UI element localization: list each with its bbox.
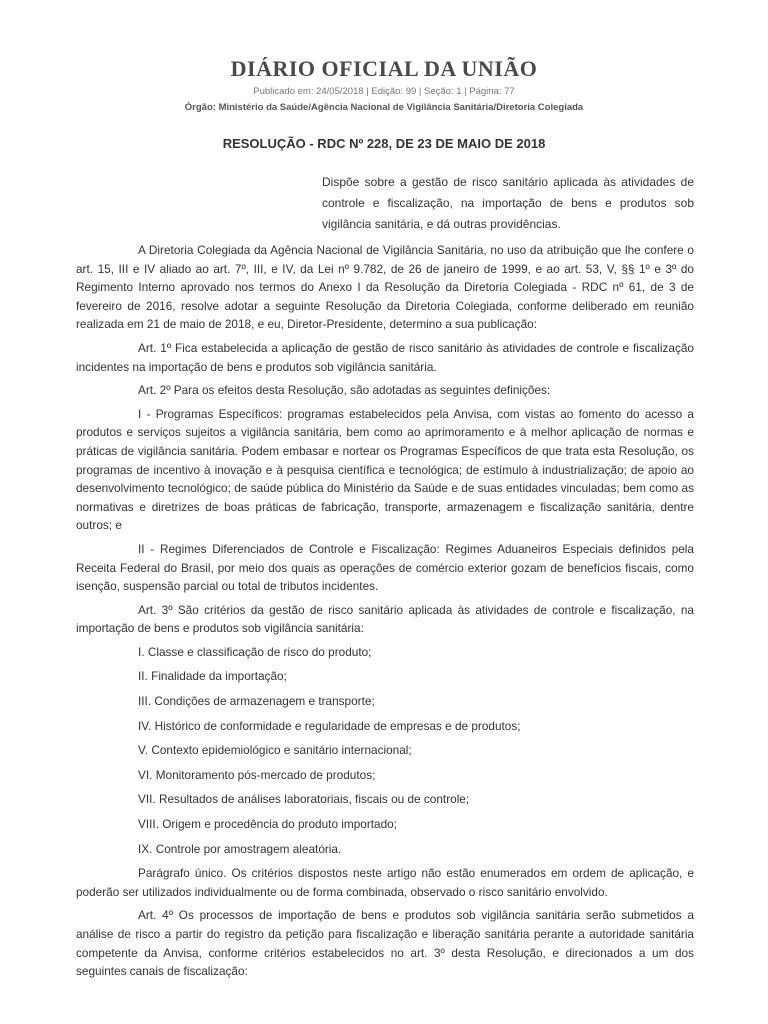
list-item: III. Condições de armazenagem e transporte; (138, 694, 375, 709)
article-3-paragraph: Parágrafo único. Os critérios dispostos neste artigo não estão enumerados em ordem de aplicação, e poderão ser utilizados individualmente ou de forma combinada, observado o risco sanitário envolvido. (76, 866, 694, 899)
list-item: VIII. Origem e procedência do produto importado; (138, 817, 398, 832)
article-1: Art. 1º Fica estabelecida a aplicação de gestão de risco sanitário às atividades de controle e fiscalização incidentes na importação de bens e produtos sob vigilância sanitária. (76, 340, 694, 374)
list-item: I. Classe e classificação de risco do produto; (138, 644, 372, 659)
orgao-line: Órgão: Ministério da Saúde/Agência Nacional de Vigilância Sanitária/Diretoria Colegiada (184, 102, 584, 113)
document-body (76, 241, 694, 986)
article-2: Art. 2º Para os efeitos desta Resolução, são adotadas as seguintes definições: (138, 383, 551, 398)
ementa: Dispõe sobre a gestão de risco sanitário aplicada às atividades de controle e fiscalização, na importação de bens e produtos sob vigilância sanitária, e dá outras providências. (322, 175, 694, 231)
article-3: Art. 3º São critérios da gestão de risco sanitário aplicada às atividades de controle e fiscalização, na importação de bens e produtos sob vigilância sanitária: (76, 602, 694, 636)
preamble: A Diretoria Colegiada da Agência Nacional de Vigilância Sanitária, no uso da atribuição que lhe confere o art. 15, III e IV aliado ao art. 7º, III, e IV, da Lei nº 9.782, de 26 de janeiro de 1999, e ao art. 53, V, §§ 1º e 3º do Regimento Interno aprovado nos termos do Anexo I da Resolução da Diretoria Colegiada - RDC nº 61, de 3 de fevereiro de 2016, resolve adotar a seguinte Resolução da Diretoria Colegiada, conforme deliberado em reunião realizada em 21 de maio de 2018, e eu, Diretor-Presidente, determino a sua publicação: (76, 243, 694, 332)
list-item: IV. Histórico de conformidade e regularidade de empresas e de produtos; (138, 718, 521, 733)
list-item: V. Contexto epidemiológico e sanitário internacional; (138, 743, 412, 758)
masthead: DIÁRIO OFICIAL DA UNIÃO (230, 56, 538, 81)
article-2-item-i: I - Programas Específicos: programas estabelecidos pela Anvisa, com vistas ao fomento do acesso a produtos e serviços sujeitos a vigilância sanitária, bem como ao aprimoramento e à melhor aplicação de normas e práticas de vigilância sanitária. Podem embasar e nortear os Programas Específicos de que trata esta Resolução, os programas de incentivo à inovação e à pesquisa científica e tecnológica; de estímulo à industrialização; de apoio ao desenvolvimento tecnológico; de saúde pública do Ministério da Saúde e de suas entidades vinculadas; bem como as normativas e diretrizes de boas práticas de fabricação, transporte, armazenagem e fiscalização sanitária, dentre outros; e (76, 406, 694, 533)
article-2-item-ii: II - Regimes Diferenciados de Controle e Fiscalização: Regimes Aduaneiros Especiais definidos pela Receita Federal do Brasil, por meio dos quais as operações de comércio exterior gozam de benefícios fiscais, como isenção, suspensão parcial ou total de tributos incidentes. (76, 541, 694, 594)
list-item: VI. Monitoramento pós-mercado de produtos; (138, 767, 376, 782)
article-4: Art. 4º Os processos de importação de bens e produtos sob vigilância sanitária serão submetidos a análise de risco a partir do registro da petição para fiscalização e liberação sanitária perante a autoridade sanitária competente da Anvisa, conforme critérios estabelecidos no art. 3º desta Resolução, e direcionados a um dos seguintes canais de fiscalização: (76, 908, 694, 979)
list-item: II. Finalidade da importação; (138, 669, 287, 684)
resolution-title: RESOLUÇÃO - RDC Nº 228, DE 23 DE MAIO DE 2018 (222, 136, 546, 151)
publication-info: Publicado em: 24/05/2018 | Edição: 99 | Seção: 1 | Página: 77 (253, 86, 515, 97)
list-item: IX. Controle por amostragem aleatória. (138, 841, 342, 856)
list-item: VII. Resultados de análises laboratoriais, fiscais ou de controle; (138, 792, 470, 807)
